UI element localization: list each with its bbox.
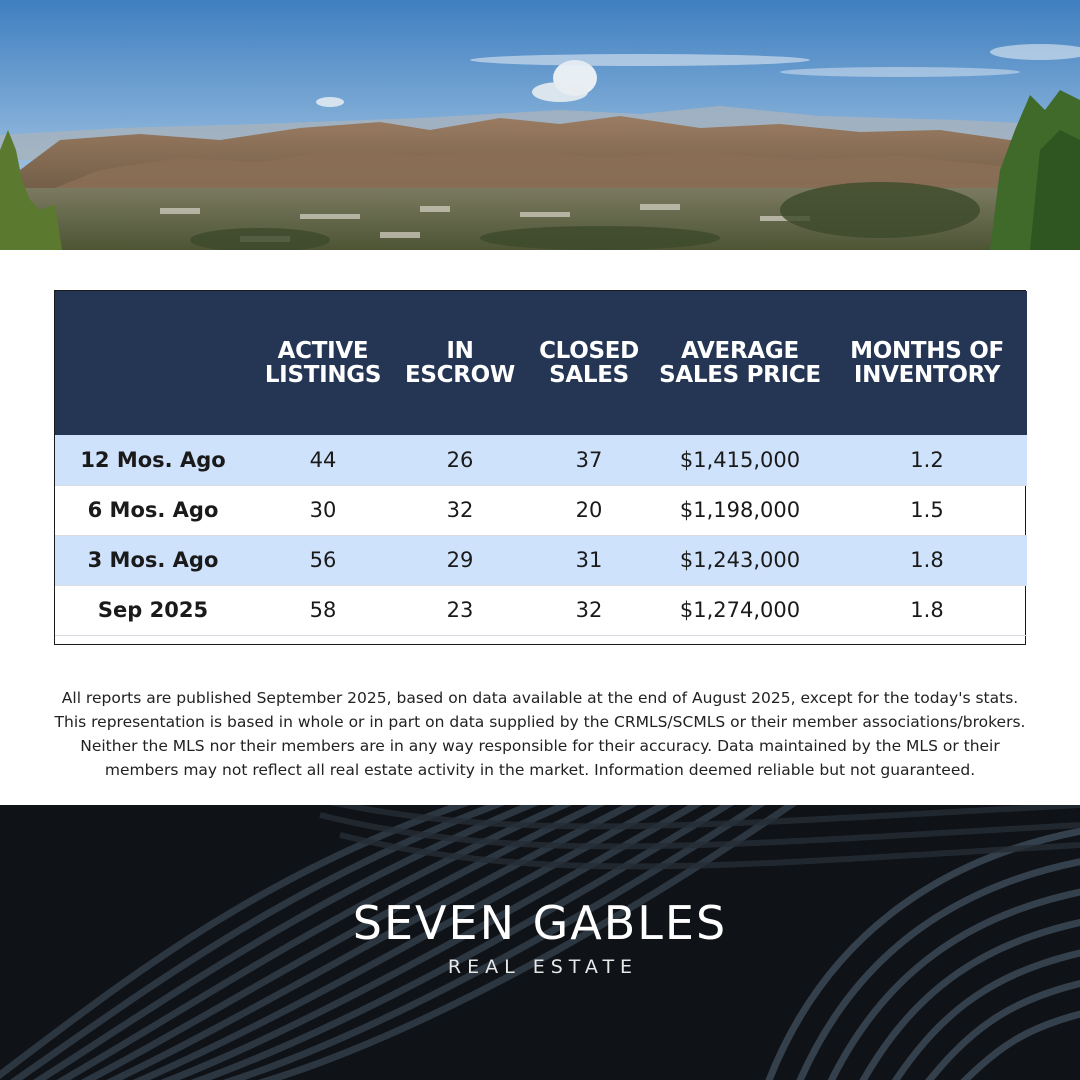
header-in-escrow: IN ESCROW [405,338,515,388]
header-corner [55,291,251,435]
cell-in-escrow: 23 [446,598,474,622]
table-row [55,485,1027,535]
header-active-listings: ACTIVE LISTINGS [264,338,382,388]
brand-logo [0,896,1080,978]
cell-in-escrow: 29 [446,548,474,572]
disclaimer-text: All reports are published September 2025, based on data available at the end of August 2025, except for the today's stats. This representation is based in whole or in part on data supplied by the CRMLS/SCMLS or their member associations/brokers. Neither the MLS nor their members are in any way responsible for their accuracy. Data maintained by the MLS or their members may not reflect all real estate activity in the market. Information deemed reliable but not guaranteed. [54,689,1026,779]
cell-closed-sales: 32 [575,598,603,622]
header-average-sales-price: AVERAGE SALES PRICE [659,338,821,388]
cell-in-escrow: 32 [446,498,474,522]
row-label: 12 Mos. Ago [80,447,226,472]
cell-average-sales-price: $1,415,000 [679,447,801,472]
row-label: 3 Mos. Ago [87,548,219,572]
cell-active-listings: 44 [309,447,337,472]
cell-average-sales-price: $1,274,000 [679,598,801,622]
table-row [55,435,1027,485]
table-header-row [55,291,1027,435]
cell-months-of-inventory: 1.8 [910,548,944,572]
cell-average-sales-price: $1,198,000 [679,498,801,522]
cell-active-listings: 56 [309,548,337,572]
cell-in-escrow: 26 [446,447,474,472]
cell-closed-sales: 37 [575,447,603,472]
market-stats-table [54,290,1026,645]
brand-name: SEVEN GABLES [352,896,728,950]
cell-months-of-inventory: 1.5 [910,498,944,522]
cell-closed-sales: 20 [575,498,603,522]
header-closed-sales: CLOSED SALES [539,338,639,388]
cell-closed-sales: 31 [575,548,603,572]
hero-landscape-image [0,0,1080,250]
brand-tagline: REAL ESTATE [447,956,639,978]
cell-months-of-inventory: 1.2 [910,447,944,472]
cell-active-listings: 58 [309,598,337,622]
cell-months-of-inventory: 1.8 [910,598,944,622]
cell-average-sales-price: $1,243,000 [679,548,801,572]
row-label: 6 Mos. Ago [87,498,219,522]
cell-active-listings: 30 [309,498,337,522]
row-label: Sep 2025 [97,598,209,622]
table-row [55,535,1027,585]
header-months-of-inventory: MONTHS OF INVENTORY [850,338,1004,388]
table-row [55,585,1027,635]
